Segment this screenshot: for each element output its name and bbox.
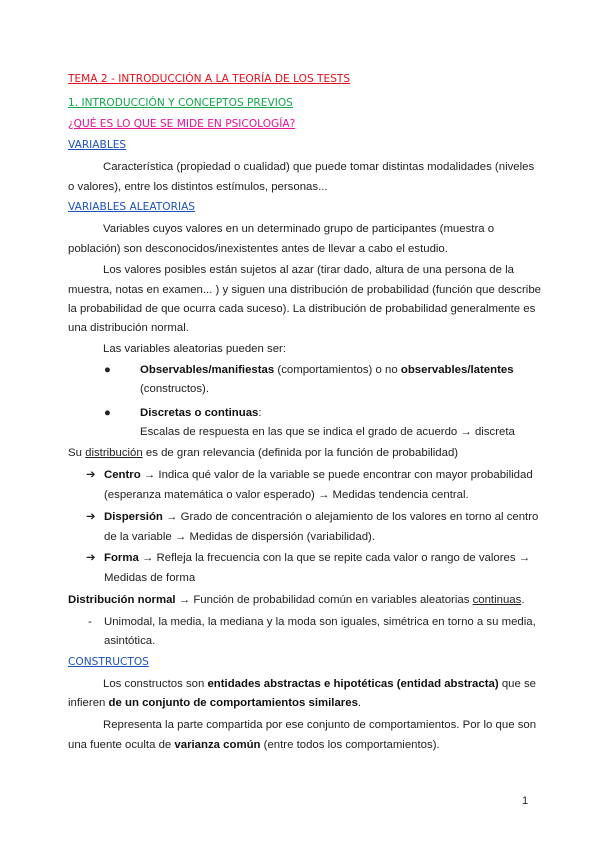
section-heading-intro: 1. INTRODUCCIÓN Y CONCEPTOS PREVIOS xyxy=(68,97,293,109)
text: (comportamientos) o no xyxy=(274,364,401,376)
paragraph-line: población) son desconocidos/inexistentes antes de llevar a cabo el estudio. xyxy=(68,243,448,255)
section-heading-variables: VARIABLES xyxy=(68,139,127,151)
arrow-icon: ➔ xyxy=(86,552,96,564)
text: Su xyxy=(68,447,86,459)
text: Los constructos son xyxy=(103,678,208,690)
arrow-item xyxy=(104,551,530,565)
text: . xyxy=(357,697,362,709)
list-item xyxy=(140,406,262,420)
list-item-continuation: Escalas de respuesta en las que se indica el grado de acuerdo → discreta xyxy=(140,426,515,438)
paragraph-line: Los valores posibles están sujetos al azar (tirar dado, altura de una persona de la xyxy=(103,264,514,276)
dash-item-continuation: asintótica. xyxy=(104,635,156,647)
list-item-continuation: (constructos). xyxy=(140,383,209,395)
arrow-item xyxy=(104,510,538,524)
page-number: 1 xyxy=(522,795,529,807)
paragraph-line: la probabilidad de que ocurra cada suceso). La distribución de probabilidad generalmente es xyxy=(68,303,536,315)
paragraph-line xyxy=(103,677,536,691)
paragraph-line xyxy=(68,696,361,710)
paragraph-line xyxy=(68,738,440,752)
bold-term: varianza común xyxy=(174,739,261,751)
bullet-icon: ● xyxy=(104,364,111,376)
paragraph-line: Variables cuyos valores en un determinado grupo de participantes (muestra o xyxy=(103,223,495,235)
dash-icon: - xyxy=(88,616,92,628)
bullet-icon: ● xyxy=(104,407,111,419)
bold-term: Dispersión xyxy=(104,511,163,523)
arrow-item xyxy=(104,468,533,482)
arrow-item-continuation: Medidas de forma xyxy=(104,572,196,584)
paragraph-line: Representa la parte compartida por ese conjunto de comportamientos. Por lo que son xyxy=(103,719,537,731)
underlined-term: distribución xyxy=(85,447,143,459)
text: infieren xyxy=(68,697,109,709)
text: → Indica qué valor de la variable se puede encontrar con mayor probabilidad xyxy=(140,469,533,481)
bold-term: Centro xyxy=(104,469,141,481)
bold-term: Distribución normal xyxy=(68,594,176,606)
section-heading-constructos: CONSTRUCTOS xyxy=(68,656,149,668)
paragraph-line: o valores), entre los distintos estímulos, personas... xyxy=(68,181,328,193)
paragraph-line xyxy=(68,593,525,607)
bold-term: de un conjunto de comportamientos similares xyxy=(108,697,358,709)
text: (entre todos los comportamientos). xyxy=(260,739,440,751)
text: que se xyxy=(498,678,537,690)
arrow-icon: ➔ xyxy=(86,469,96,481)
paragraph-line: Característica (propiedad o cualidad) que puede tomar distintas modalidades (niveles xyxy=(103,161,535,173)
arrow-item-continuation: de la variable → Medidas de dispersión (variabilidad). xyxy=(104,531,375,543)
text: es de gran relevancia (definida por la función de probabilidad) xyxy=(142,447,459,459)
bold-term: entidades abstractas e hipotéticas (entidad abstracta) xyxy=(207,678,499,690)
section-heading-aleatorias: VARIABLES ALEATORIAS xyxy=(68,201,196,213)
page-title: TEMA 2 - INTRODUCCIÓN A LA TEORÍA DE LOS TESTS xyxy=(68,73,351,85)
arrow-item-continuation: (esperanza matemática o valor esperado) → Medidas tendencia central. xyxy=(104,489,469,501)
text: una fuente oculta de xyxy=(68,739,175,751)
text: → Función de probabilidad común en variables aleatorias xyxy=(175,594,473,606)
text: → Refleja la frecuencia con la que se repite cada valor o rango de valores → xyxy=(138,552,531,564)
bold-term: Discretas o continuas xyxy=(140,407,259,419)
bold-term: Observables/manifiestas xyxy=(140,364,275,376)
text: . xyxy=(521,594,525,606)
bold-term: Forma xyxy=(104,552,139,564)
paragraph-line: Las variables aleatorias pueden ser: xyxy=(103,343,286,355)
section-heading-question: ¿QUÉ ES LO QUE SE MIDE EN PSICOLOGÍA? xyxy=(68,118,296,130)
bold-term: observables/latentes xyxy=(400,364,514,376)
dash-item: Unimodal, la media, la mediana y la moda son iguales, simétrica en torno a su media, xyxy=(104,616,536,628)
paragraph-line: muestra, notas en examen... ) y siguen una distribución de probabilidad (función que describe xyxy=(68,284,541,296)
underlined-term: continuas xyxy=(472,594,522,606)
paragraph-line: una distribución normal. xyxy=(68,322,189,334)
arrow-icon: ➔ xyxy=(86,511,96,523)
list-item xyxy=(140,363,514,377)
text: : xyxy=(258,407,262,419)
paragraph-line xyxy=(68,446,458,460)
text: → Grado de concentración o alejamiento de los valores en torno al centro xyxy=(162,511,539,523)
